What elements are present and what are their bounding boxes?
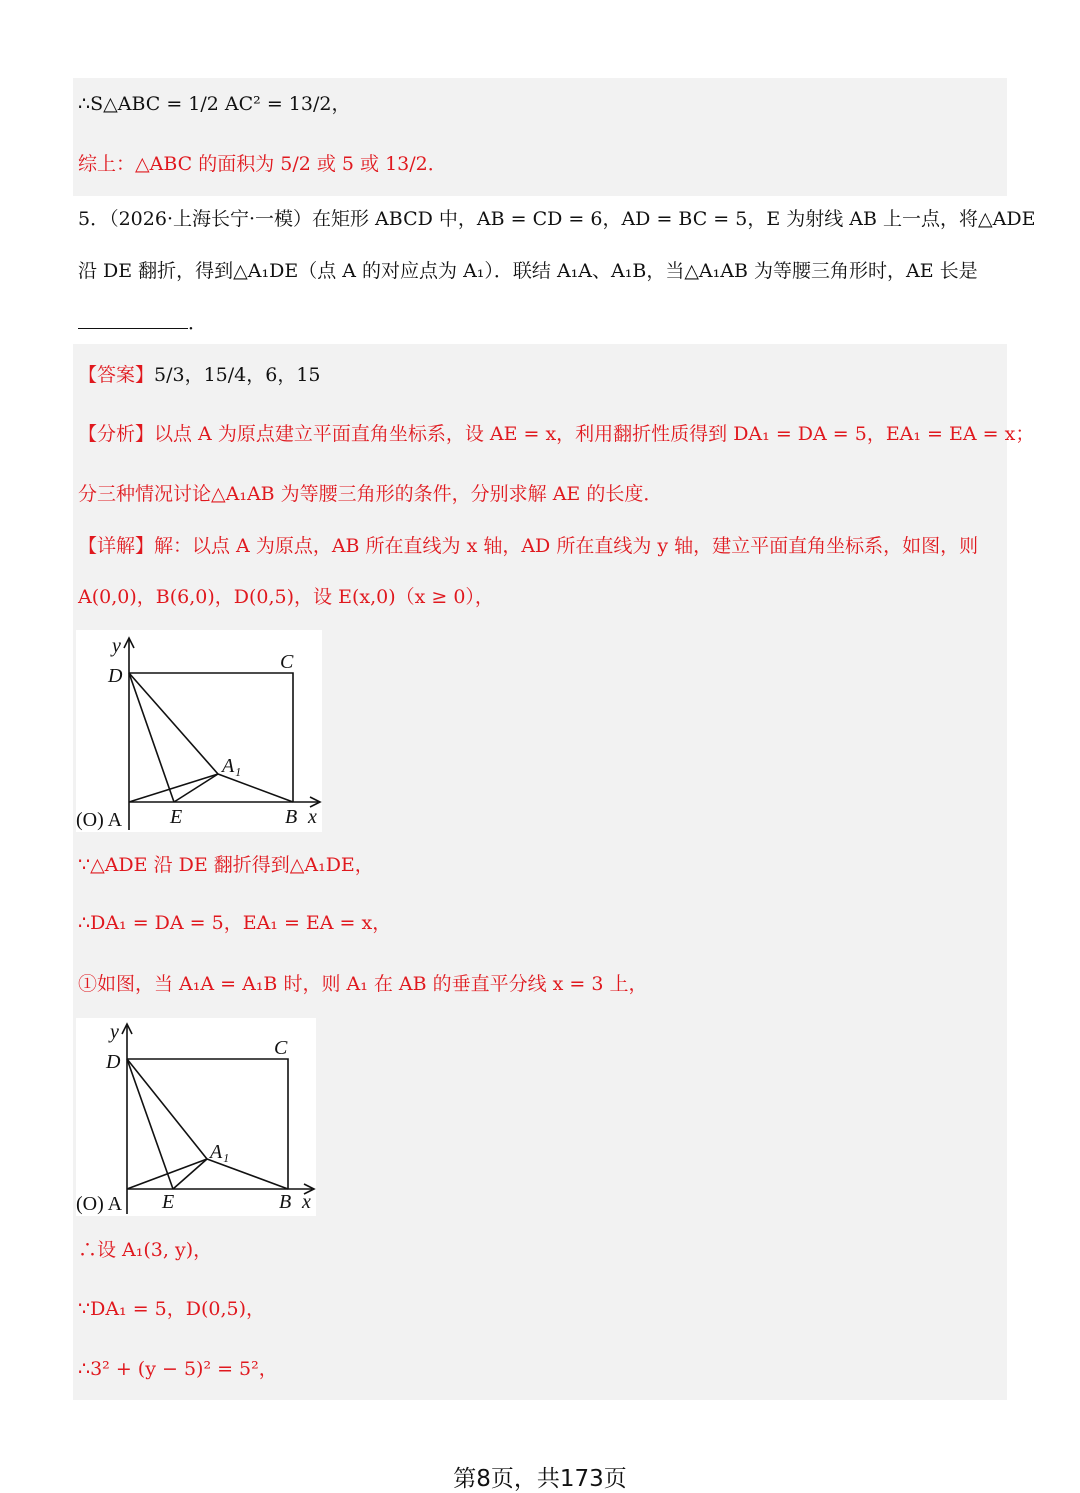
answer-line (78, 366, 321, 385)
label-d: D (106, 1051, 121, 1073)
detail-line-2: A(0,0)，B(6,0)，D(0,5)，设 E(x,0)（x ≥ 0）， (78, 586, 494, 608)
segment-de (129, 673, 174, 802)
answer-values: 5/3，15/4，6，15 (154, 364, 321, 386)
question-5-line-1: 5．（2026·上海长宁·一模）在矩形 ABCD 中，AB = CD = 6，AD = BC = 5，E 为射线 AB 上一点，将△ADE (78, 208, 1036, 230)
statement-da1-value: ∵DA₁ = 5，D(0,5)， (78, 1298, 266, 1320)
segment-a1b (218, 774, 293, 802)
statement-equal-lengths: ∴DA₁ = DA = 5，EA₁ = EA = x， (78, 912, 392, 934)
segment-aa1 (127, 1159, 207, 1189)
label-b: B (279, 1191, 292, 1213)
label-c: C (274, 1037, 288, 1059)
area-result-line: ∴S△ABC = 1/2 AC² = 13/2， (78, 93, 351, 115)
segment-de (127, 1059, 173, 1189)
rectangle-abcd (129, 673, 293, 802)
question-5-line-2: 沿 DE 翻折，得到△A₁DE（点 A 的对应点为 A₁）．联结 A₁A、A₁B，当△A₁AB 为等腰三角形时，AE 长是 (78, 260, 978, 282)
page-number: 第8页，共173页 (453, 1466, 627, 1492)
statement-set-a1: ∴设 A₁(3, y)， (78, 1239, 213, 1261)
answer-tag: 【答案】 (78, 364, 155, 386)
geometry-figure-1 (76, 630, 322, 832)
segment-a1b (207, 1159, 288, 1189)
label-d: D (108, 665, 123, 687)
statement-fold: ∵△ADE 沿 DE 翻折得到△A₁DE， (78, 854, 374, 876)
statement-equation: ∴3² + (y − 5)² = 5²， (78, 1358, 278, 1380)
figure-2-svg (76, 1018, 316, 1216)
label-origin-a: (O) A (76, 1193, 123, 1215)
segment-da1 (127, 1059, 207, 1159)
answer-blank (78, 310, 188, 329)
rectangle-abcd (127, 1059, 288, 1189)
label-y: y (112, 635, 121, 657)
figure-1-svg (76, 630, 322, 832)
segment-ea1 (173, 1159, 207, 1189)
label-x: x (302, 1191, 311, 1213)
label-c: C (280, 651, 294, 673)
segment-ea1 (174, 774, 218, 802)
conclusion-line: 综上：△ABC 的面积为 5/2 或 5 或 13/2． (78, 153, 447, 175)
label-b: B (285, 806, 298, 828)
label-y: y (110, 1021, 119, 1043)
case-1-line: ①如图，当 A₁A = A₁B 时，则 A₁ 在 AB 的垂直平分线 x = 3 上， (78, 973, 648, 995)
label-a1: A₁ (210, 1141, 230, 1163)
analysis-line-2: 分三种情况讨论△A₁AB 为等腰三角形的条件，分别求解 AE 的长度． (78, 483, 663, 505)
detail-line-1: 【详解】解：以点 A 为原点，AB 所在直线为 x 轴，AD 所在直线为 y 轴，建立平面直角坐标系，如图，则 (78, 535, 979, 557)
analysis-tag: 【分析】 (78, 423, 155, 445)
segment-da1 (129, 673, 218, 774)
question-5-line-3: ． (78, 310, 207, 333)
label-a1: A₁ (222, 755, 242, 777)
label-e: E (170, 806, 183, 828)
label-e: E (162, 1191, 175, 1213)
segment-aa1 (129, 774, 218, 802)
geometry-figure-2 (76, 1018, 316, 1216)
analysis-line-1: 【分析】以点 A 为原点建立平面直角坐标系，设 AE = x，利用翻折性质得到 DA₁ = DA = 5，EA₁ = EA = x； (78, 423, 1035, 445)
detail-tag: 【详解】 (78, 535, 155, 557)
label-origin-a: (O) A (76, 809, 123, 831)
label-x: x (308, 806, 317, 828)
